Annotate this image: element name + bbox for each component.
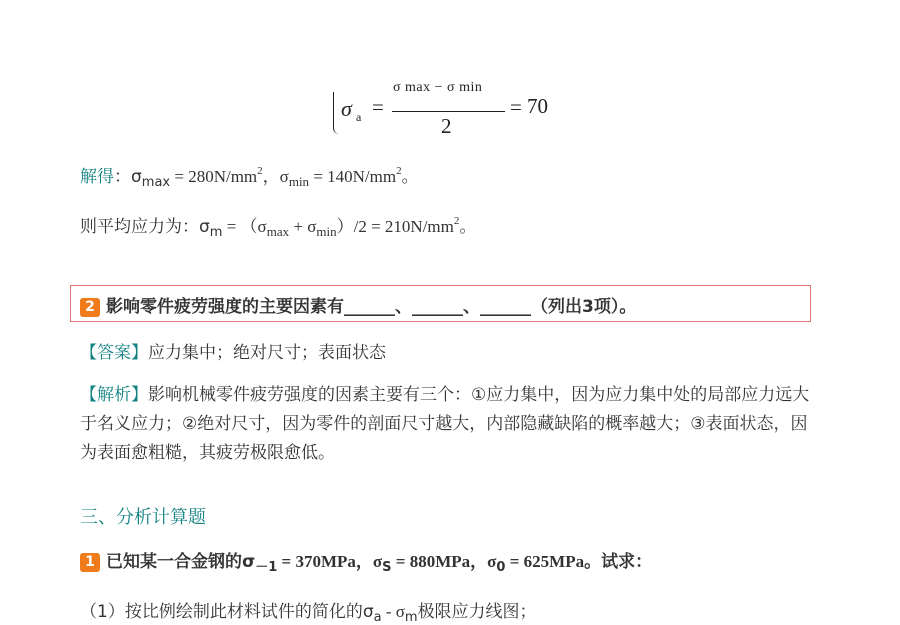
formula-equals-result: = (510, 95, 522, 119)
sigma-max-sub: max (141, 175, 171, 190)
analysis-text: 影响机械零件疲劳强度的因素主要有三个：①应力集中，因为应力集中处的局部应力远大于名义应力；②绝对尺寸，因为零件的剖面尺寸越大，内部隐藏缺陷的概率越大；③表面状态，因为表面愈粗糙，其疲劳极限愈低。 (80, 385, 810, 463)
stress-amplitude-formula (333, 82, 573, 144)
solution-label: 解得 (80, 167, 114, 187)
answer-tag: 【答案】 (80, 343, 148, 363)
answer-text: 应力集中；绝对尺寸；表面状态 (148, 343, 386, 363)
analysis-tag: 【解析】 (80, 385, 148, 405)
section-title: 三、分析计算题 (80, 507, 206, 528)
formula-equals: = (372, 95, 384, 119)
question-2 (80, 292, 636, 317)
formula-numerator: σ max − σ min (393, 80, 483, 95)
question-2-text: 影响零件疲劳强度的主要因素有______、______、______（列出3项）。 (106, 297, 637, 317)
solution-line (80, 162, 419, 190)
left-brace (333, 92, 340, 134)
subquestion-1: （1）按比例绘制此材料试件的简化的$\sigma_a - \sigma_m$极限应力线图； (80, 602, 537, 625)
mean-stress-line: 则平均应力为：$\sigma_m = (\sigma_{max} + \sigma_{min})/2 = 210N/mm^2$。 (80, 215, 477, 240)
formula-sigma-subscript: a (356, 110, 362, 124)
mean-stress-text: 则平均应力为：σ (80, 217, 210, 237)
sigma-max-value: = $280N/mm^2$，$\sigma_{min} = 140N/mm^2$。 (170, 165, 419, 189)
analysis-paragraph (80, 381, 815, 468)
subquestion-1-text: （1）按比例绘制此材料试件的简化的σ (80, 602, 374, 622)
question-number-badge: 2 (80, 298, 100, 317)
formula-result: 70 (527, 94, 548, 118)
formula-denominator: 2 (441, 114, 452, 138)
question-1: 1 已知某一合金钢的$\sigma_{-1} = 370MPa$，$\sigma_S = 880MPa$，$\sigma_0 = 625MPa$。试求： (80, 547, 652, 575)
mean-stress-formula: = $(\sigma_{max} + \sigma_{min})/2 = 210N/mm^2$。 (222, 215, 477, 239)
question-1-prefix: 已知某一合金钢的σ (106, 552, 256, 572)
question-number-badge: 1 (80, 553, 100, 572)
formula-fraction-line (392, 111, 505, 112)
solution-text: ：σ (114, 167, 142, 187)
answer-line (80, 338, 386, 363)
formula-sigma: σ (341, 96, 352, 121)
